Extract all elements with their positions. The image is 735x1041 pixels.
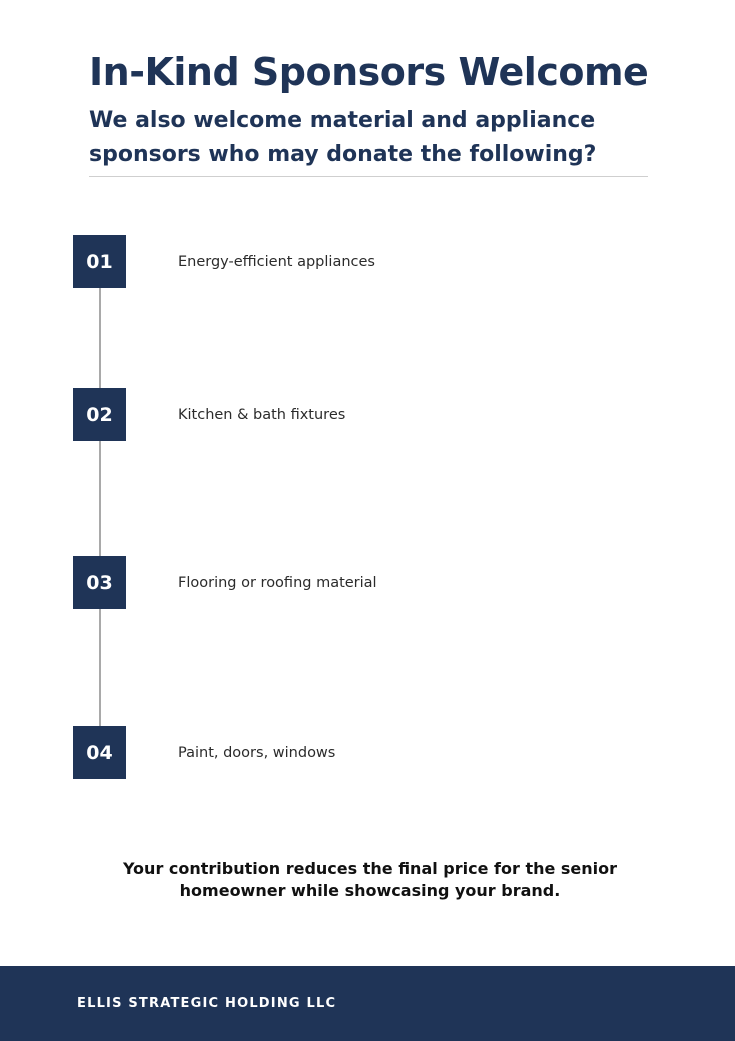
contribution-note: Your contribution reduces the final price for the senior homeowner while showcasing your brand. [122, 859, 618, 900]
footer-company-name: ELLIS STRATEGIC HOLDING LLC [77, 996, 337, 1011]
list-item [73, 235, 633, 288]
list-item [73, 388, 633, 441]
step-number-badge: 03 [73, 556, 126, 609]
step-number-badge: 01 [73, 235, 126, 288]
step-label: Energy-efficient appliances [178, 253, 375, 270]
list-item [73, 726, 633, 779]
step-label: Flooring or roofing material [178, 574, 377, 591]
header-divider [89, 176, 648, 177]
list-item [73, 556, 633, 609]
timeline-connector [99, 270, 101, 750]
step-number-badge: 02 [73, 388, 126, 441]
page-subtitle: We also welcome material and appliance sponsors who may donate the following? [89, 108, 597, 167]
step-label: Paint, doors, windows [178, 744, 336, 761]
step-label: Kitchen & bath fixtures [178, 406, 346, 423]
step-number-badge: 04 [73, 726, 126, 779]
page-title: In-Kind Sponsors Welcome [89, 50, 649, 94]
